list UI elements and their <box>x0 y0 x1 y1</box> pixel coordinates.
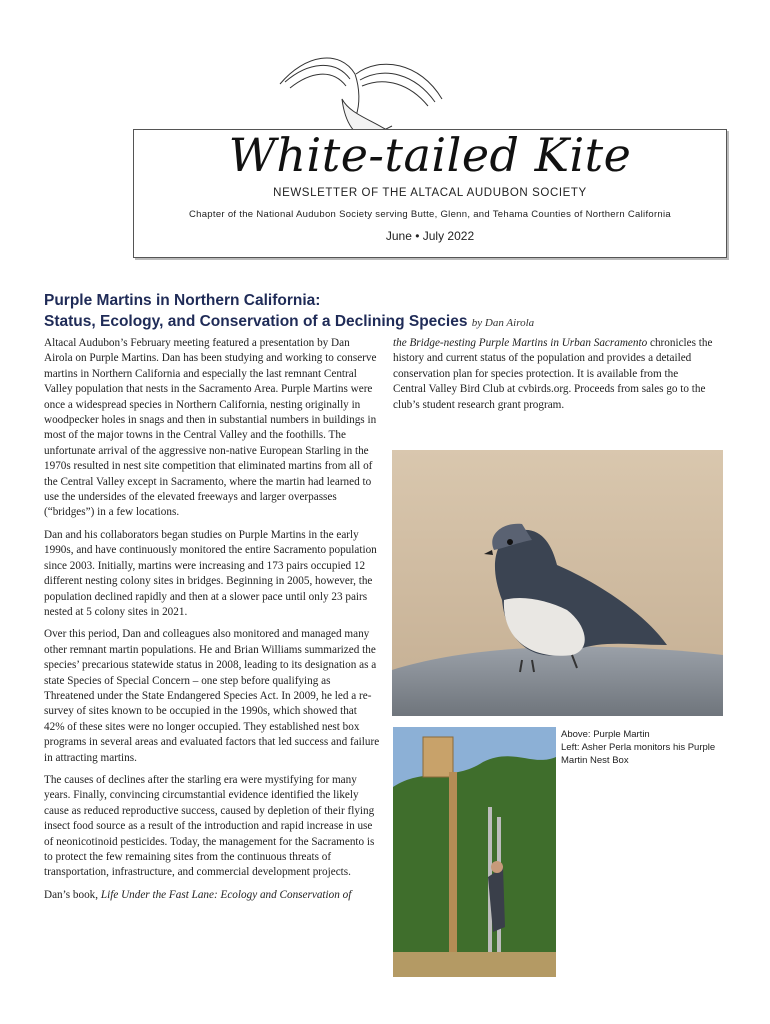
article-headline <box>44 290 684 334</box>
purple-martin-photo <box>392 450 723 716</box>
paragraph-3: Over this period, Dan and colleagues also monitored and managed many other remnant martin populations. He and Brian Williams summarized the species’ precarious statewide status in 2008, leading to its designation as a state Species of Special Concern – one step before qualifying as Threatened under the State Endangered Species Act. In 2009, he led a re-survey of sites known to be occupied in the 1990s, which showed that 42% of these sites were no longer occupied. They established nest box programs in several areas and evaluated factors that led success and failure in attracting martins. <box>44 628 380 764</box>
right-column <box>393 336 713 420</box>
paragraph-5-rest: chronicles the history and current status of the population and provides a detailed conservation plan for species protection. It is available from the Central Valley Bird Club at cvbirds.org. Proceeds from sales go to the club’s student research grant program. <box>393 337 713 411</box>
headline-line-1: Purple Martins in Northern California: <box>44 292 321 309</box>
paragraph-5-start: Dan’s book, <box>44 888 101 901</box>
newsletter-title: White-tailed Kite <box>228 128 632 182</box>
book-title-part-2: the Bridge-nesting Purple Martins in Urban Sacramento <box>393 337 648 349</box>
headline-line-2-text: Status, Ecology, and Conservation of a Declining Species <box>44 313 468 330</box>
left-column <box>44 336 380 910</box>
chapter-line: Chapter of the National Audubon Society serving Butte, Glenn, and Tehama Counties of Northern California <box>188 209 672 220</box>
paragraph-5-continued <box>393 336 713 413</box>
paragraph-2: Dan and his collaborators began studies on Purple Martins in the early 1990s, and have continuously monitored the entire Sacramento population since 2003. Initially, martins were increasing and 173 pairs occupied 12 different nesting colony sites in bridges. Beginning in 2005, however, the population declined rapidly and then at a slower pace until only 23 pairs nested at 5 colony sites in 2021. <box>44 528 377 618</box>
caption-line-1: Above: Purple Martin <box>561 729 650 740</box>
book-title-part-1: Life Under the Fast Lane: Ecology and Conservation of <box>100 888 352 901</box>
paragraph-4: The causes of declines after the starling era were mystifying for many years. Finally, convincing circumstantial evidence identified the likely cause as reduced reproductive success, caused by depletion of their flying insect food source as a result of the introduction and rapid increase in use of neonicotinoid pesticides. Today, the management for the Sacramento is to protect the few remaining sites from the continuous threats of transportation, infrastructure, and commercial development projects. <box>44 773 375 879</box>
photo-caption <box>561 728 731 767</box>
nest-box-photo <box>393 727 556 977</box>
caption-line-2: Left: Asher Perla monitors his Purple Martin Nest Box <box>561 742 716 766</box>
paragraph-5 <box>44 888 380 903</box>
paragraph-1: Altacal Audubon’s February meeting featured a presentation by Dan Airola on Purple Martins. Dan has been studying and working to conserve martins in Northern California and especially the last remnant Central Valley population that nests in the Sacramento Area. Purple Martins were once a widespread species in Northern California, nesting originally in woodpecker holes in snags and then in substantial numbers in buildings in most of the major towns in the Central Valley and the foothills. The unfortunate arrival of the aggressive non-native European Starling in the 1970s resulted in nest site competition that eliminated martins from all of the Central Valley except in Sacramento, where the martin had learned to use the undersides of the elevated freeways and larger overpasses (“bridges”) in a few locations. <box>44 337 377 519</box>
newsletter-subtitle: NEWSLETTER OF THE ALTACAL AUDUBON SOCIETY <box>273 187 587 199</box>
headline-line-2 <box>44 311 684 334</box>
byline: by Dan Airola <box>471 317 535 329</box>
issue-date: June • July 2022 <box>385 229 475 243</box>
